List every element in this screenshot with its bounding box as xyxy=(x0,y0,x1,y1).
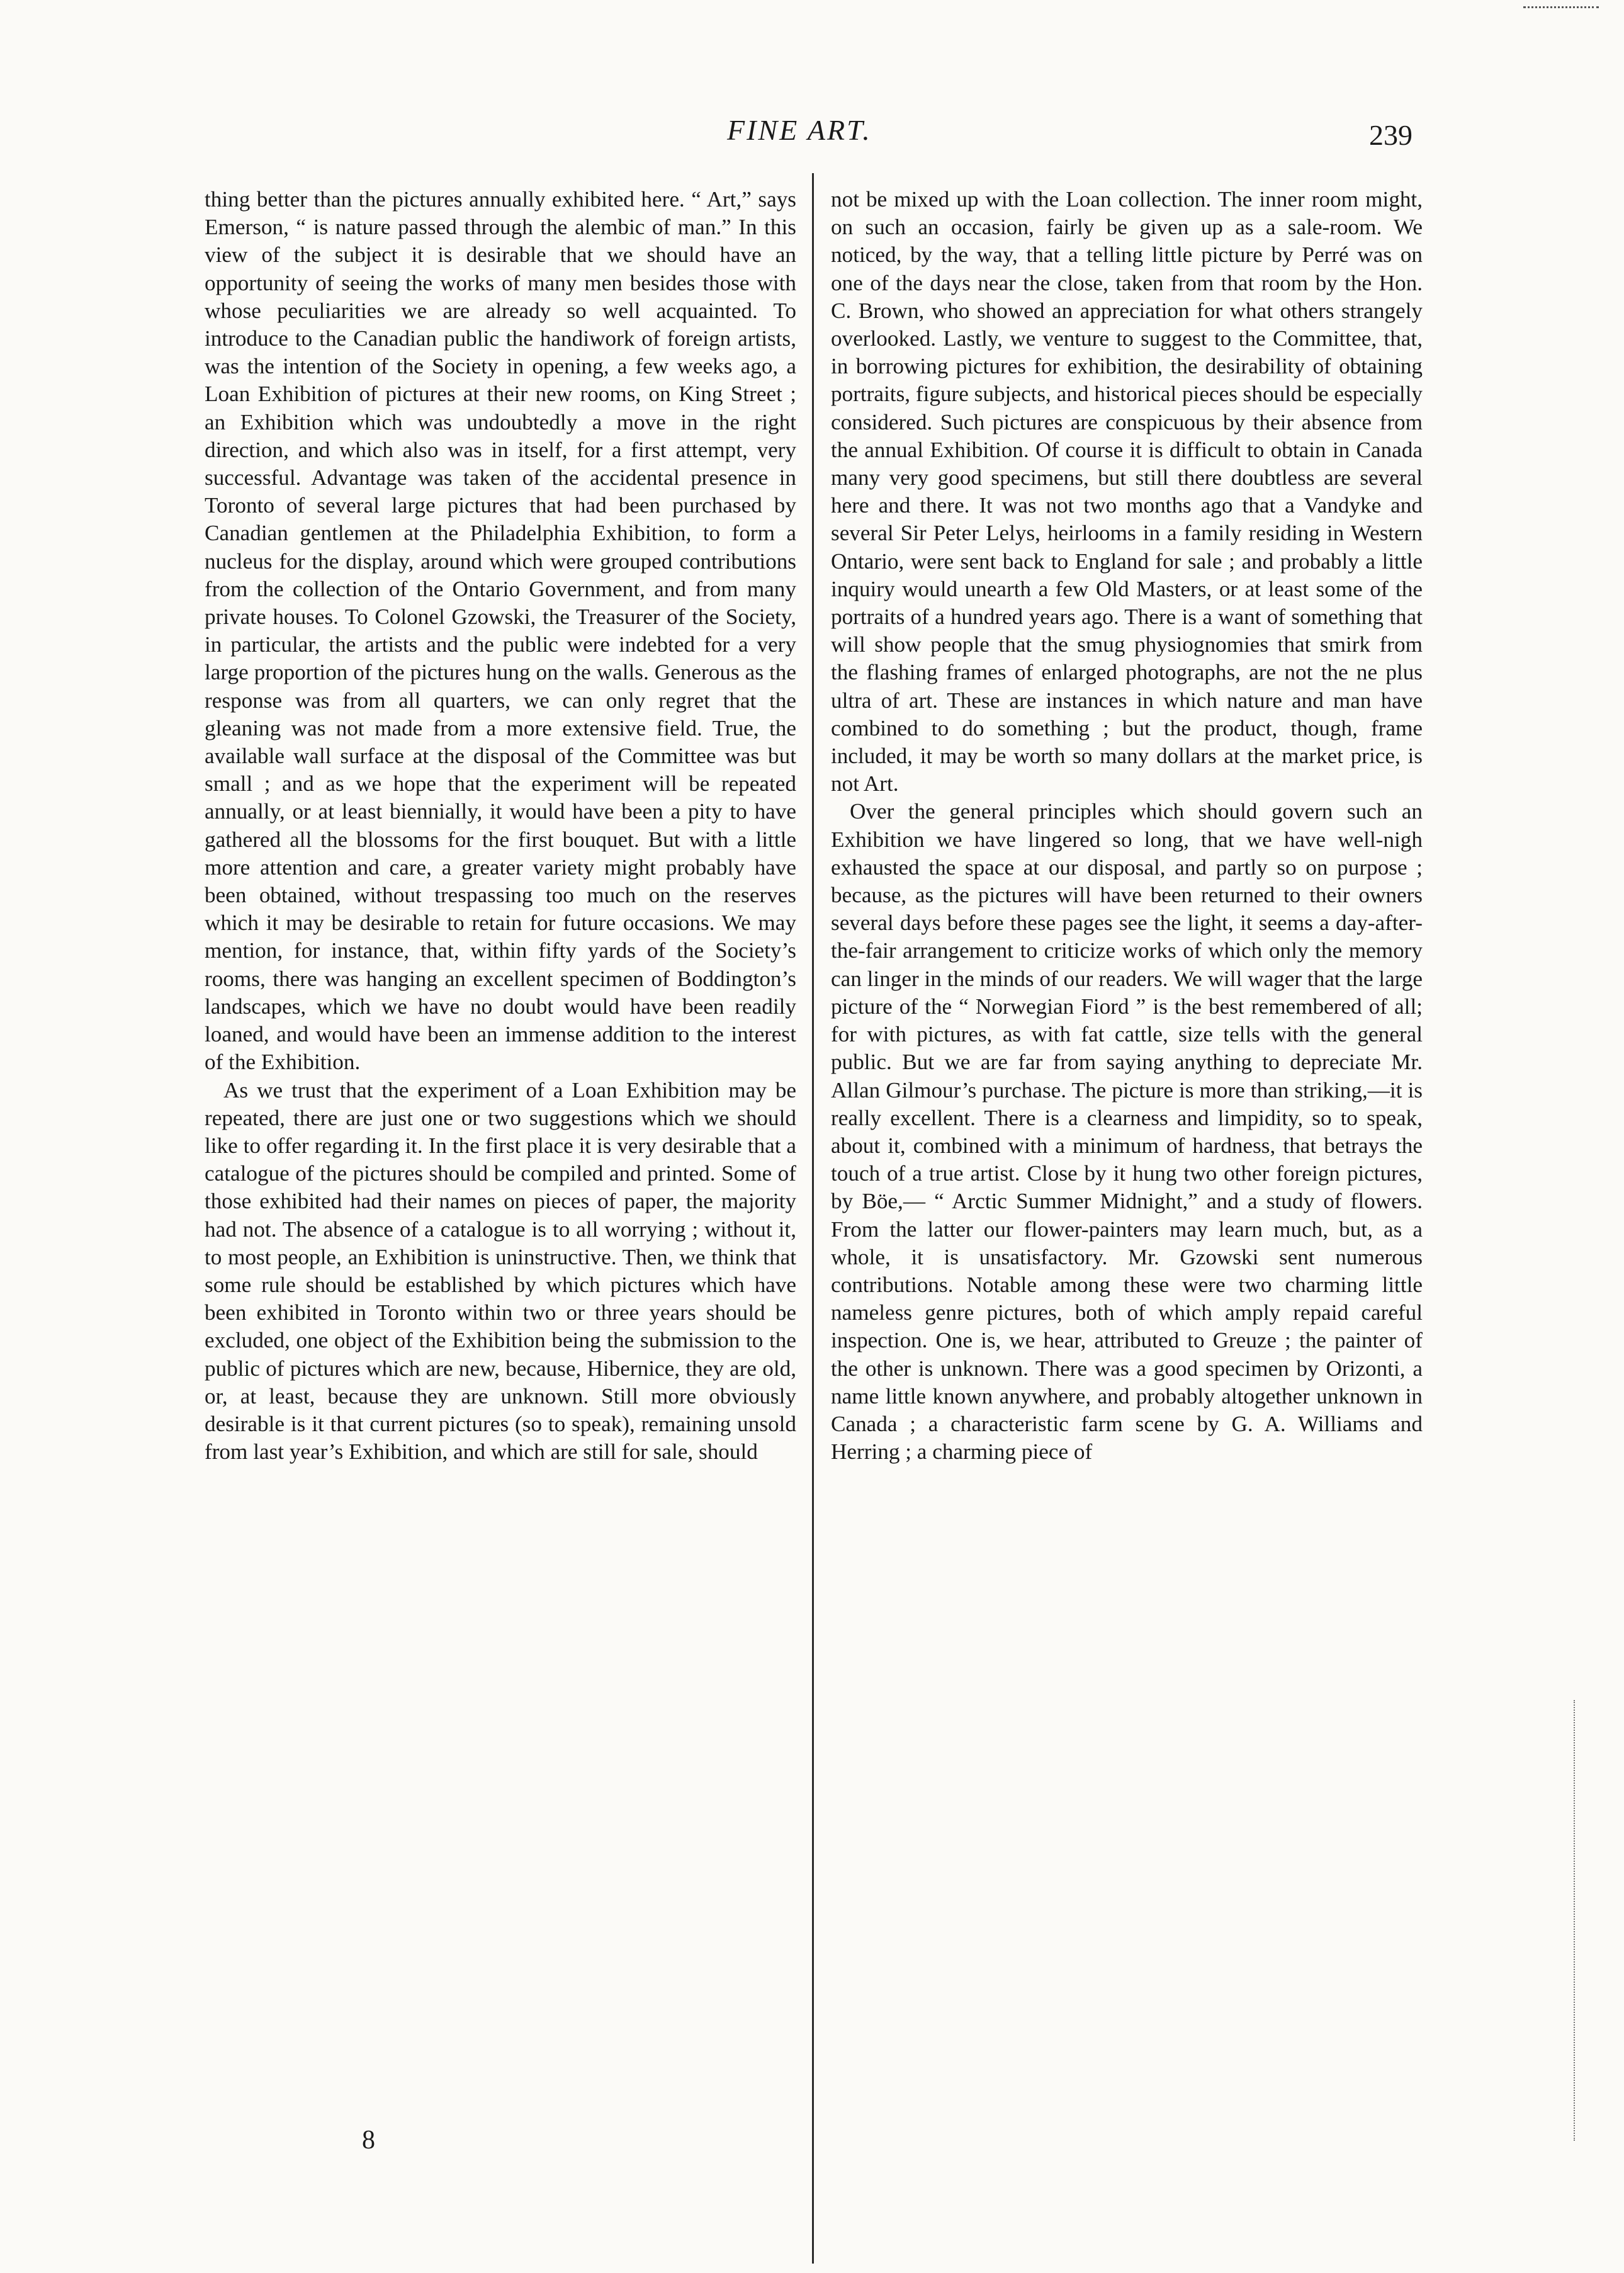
left-paragraph-2: As we trust that the experiment of a Loan Exhibition may be repeated, there are just one or two suggestions which we should like to offer regarding it. In the first place it is very desirable that a catalogue of the pictures should be compiled and printed. Some of those exhibited had their names on pieces of paper, the majority had not. The absence of a catalogue is to all worrying ; without it, to most people, an Exhibition is uninstructive. Then, we think that some rule should be established by which pictures which have been exhibited in Toronto within two or three years should be excluded, one object of the Exhibition being the submission to the public of pictures which are new, because, Hibernice, they are old, or, at least, because they are unknown. Still more obviously desirable is it that current pictures (so to speak), remaining unsold from last year’s Exhibition, and which are still for sale, should xyxy=(205,1077,796,1465)
left-paragraph-1: thing better than the pictures annually exhibited here. “ Art,” says Emerson, “ is nature passed through the alembic of man.” In this view of the subject it is desirable that we should have an opportunity of seeing the works of many men besides those with whose peculiarities we are already so well acquainted. To introduce to the Canadian public the handiwork of foreign artists, was the intention of the Society in opening, a few weeks ago, a Loan Exhibition of pictures at their new rooms, on King Street ; an Exhibition which was undoubtedly a move in the right direction, and which also was in itself, for a first attempt, very successful. Advantage was taken of the accidental presence in Toronto of several large pictures that had been purchased by Canadian gentlemen at the Philadelphia Exhibition, to form a nucleus for the display, around which were grouped contributions from the collection of the Ontario Government, and from many private houses. To Colonel Gzowski, the Treasurer of the Society, in particular, the artists and the public were indebted for a very large proportion of the pictures hung on the walls. Generous as the response was from all quarters, we can only regret that the gleaning was not made from a more extensive field. True, the available wall surface at the disposal of the Committee was but small ; and as we hope that the experiment will be repeated annually, or at least biennially, it would have been a pity to have gathered all the blossoms for the first bouquet. But with a little more attention and care, a greater variety might probably have been obtained, without trespassing too much on the reserves which it may be desirable to retain for future occasions. We may mention, for instance, that, within fifty yards of the Society’s rooms, there was hanging an excellent specimen of Boddington’s landscapes, which we have no doubt would have been readily loaned, and would have been an immense addition to the interest of the Exhibition. xyxy=(205,187,796,1075)
page-number: 239 xyxy=(1369,119,1413,151)
page-header xyxy=(0,113,1624,164)
right-paragraph-1: not be mixed up with the Loan collection. The inner room might, on such an occasion, fairly be given up as a sale-room. We noticed, by the way, that a telling little picture by Perré was on one of the days near the close, taken from that room by the Hon. C. Brown, who showed an appreciation for what others strangely overlooked. Lastly, we venture to suggest to the Committee, that, in borrowing pictures for exhibition, the desirability of obtaining portraits, figure subjects, and historical pieces should be especially considered. Such pictures are conspicuous by their absence from the annual Exhibition. Of course it is difficult to obtain in Canada many very good specimens, but still there doubtless are several here and there. It was not two months ago that a Vandyke and several Sir Peter Lelys, heirlooms in a family residing in Western Ontario, were sent back to England for sale ; and probably a little inquiry would unearth a few Old Masters, or at least some of the portraits of a hundred years ago. There is a want of something that will show people that the smug physiognomies that smirk from the flashing frames of enlarged photographs, are not the ne plus ultra of art. These are instances in which nature and man have combined to do something ; but the product, though, frame included, it may be worth so many dollars at the market price, is not Art. xyxy=(831,187,1423,796)
signature-mark: 8 xyxy=(362,2126,375,2155)
right-paragraph-2: Over the general principles which should govern such an Exhibition we have lingered so long, that we have well-nigh exhausted the space at our disposal, and partly so on purpose ; because, as the pictures will have been returned to their owners several days before these pages see the light, it seems a day-after-the-fair arrangement to criticize works of which only the memory can linger in the minds of our readers. We will wager that the large picture of the “ Norwegian Fiord ” is the best remembered of all; for with pictures, as with fat cattle, size tells with the general public. But we are far from saying anything to depreciate Mr. Allan Gilmour’s purchase. The picture is more than striking,—it is really excellent. There is a clearness and limpidity, so to speak, about it, combined with a minimum of hardness, that betrays the touch of a true artist. Close by it hung two other foreign pictures, by Böe,— “ Arctic Summer Midnight,” and a study of flowers. From the latter our flower-painters may learn much, but, as a whole, it is unsatisfactory. Mr. Gzowski sent numerous contributions. Notable among these were two charming little nameless genre pictures, both of which amply repaid careful inspection. One is, we hear, attributed to Greuze ; the painter of the other is unknown. There was a good specimen by Orizonti, a name little known anywhere, and probably altogether unknown in Canada ; a characteristic farm scene by G. A. Williams and Herring ; a charming piece of xyxy=(831,799,1423,1465)
left-text-column xyxy=(205,186,796,1466)
column-divider xyxy=(812,173,814,2264)
running-title: FINE ART. xyxy=(727,114,872,146)
binding-edge-specks xyxy=(1574,1700,1594,2141)
right-text-column xyxy=(831,186,1423,1466)
corner-speck-mark xyxy=(1523,6,1599,12)
